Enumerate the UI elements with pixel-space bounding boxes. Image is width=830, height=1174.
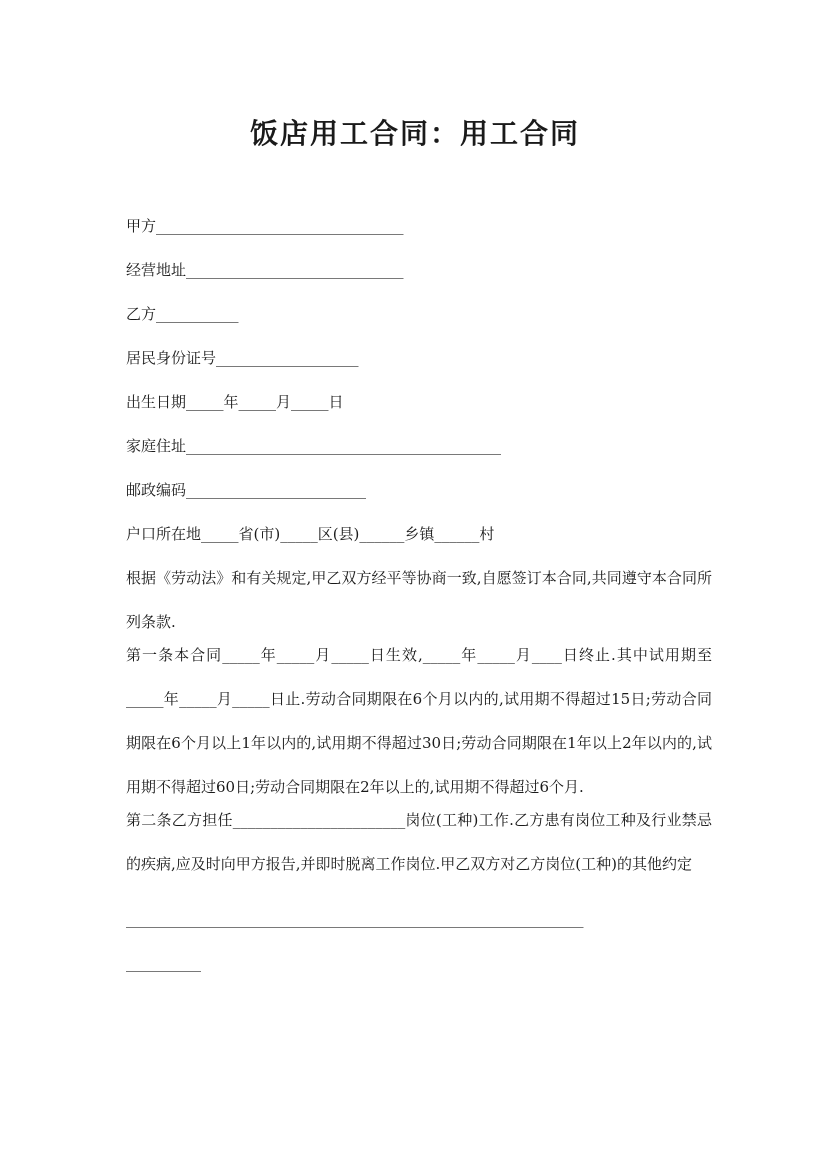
birth-date-field: 出生日期_____年_____月_____日 [126, 393, 344, 411]
household-registration-field: 户口所在地_____省(市)_____区(县)______乡镇______村 [126, 525, 495, 543]
blank-line: _____________________________________________________________ [126, 910, 584, 928]
business-address-field: 经营地址_____________________________ [126, 261, 404, 279]
id-number-field: 居民身份证号___________________ [126, 349, 359, 367]
contract-body [126, 215, 712, 996]
document-title: 饭店用工合同：用工合同 [249, 117, 580, 150]
blank-line-continued: __________ [126, 954, 201, 972]
home-address-field: 家庭住址__________________________________________ [126, 437, 502, 455]
article-two-paragraph: 第二条乙方担任_______________________岗位(工种)工作.乙方患有岗位工种及行业禁忌的疾病,应及时向甲方报告,并即时脱离工作岗位.甲乙双方对乙方岗位(工种)的其他约定 [126, 811, 712, 873]
preamble-paragraph: 根据《劳动法》和有关规定,甲乙双方经平等协商一致,自愿签订本合同,共同遵守本合同所列条款. [126, 569, 712, 631]
party-a-field: 甲方_________________________________ [126, 217, 404, 235]
postal-code-field: 邮政编码________________________ [126, 481, 367, 499]
article-one-paragraph: 第一条本合同_____年_____月_____日生效,_____年_____月____日终止.其中试用期至_____年_____月_____日止.劳动合同期限在6个月以内的,试用期不得超过15日;劳动合同期限在6个月以上1年以内的,试用期不得超过30日;劳动合同期限在1年以上2年以内的,试用期不得超过60日;劳动合同期限在2年以上的,试用期不得超过6个月. [126, 646, 712, 796]
party-b-field: 乙方___________ [126, 305, 239, 323]
